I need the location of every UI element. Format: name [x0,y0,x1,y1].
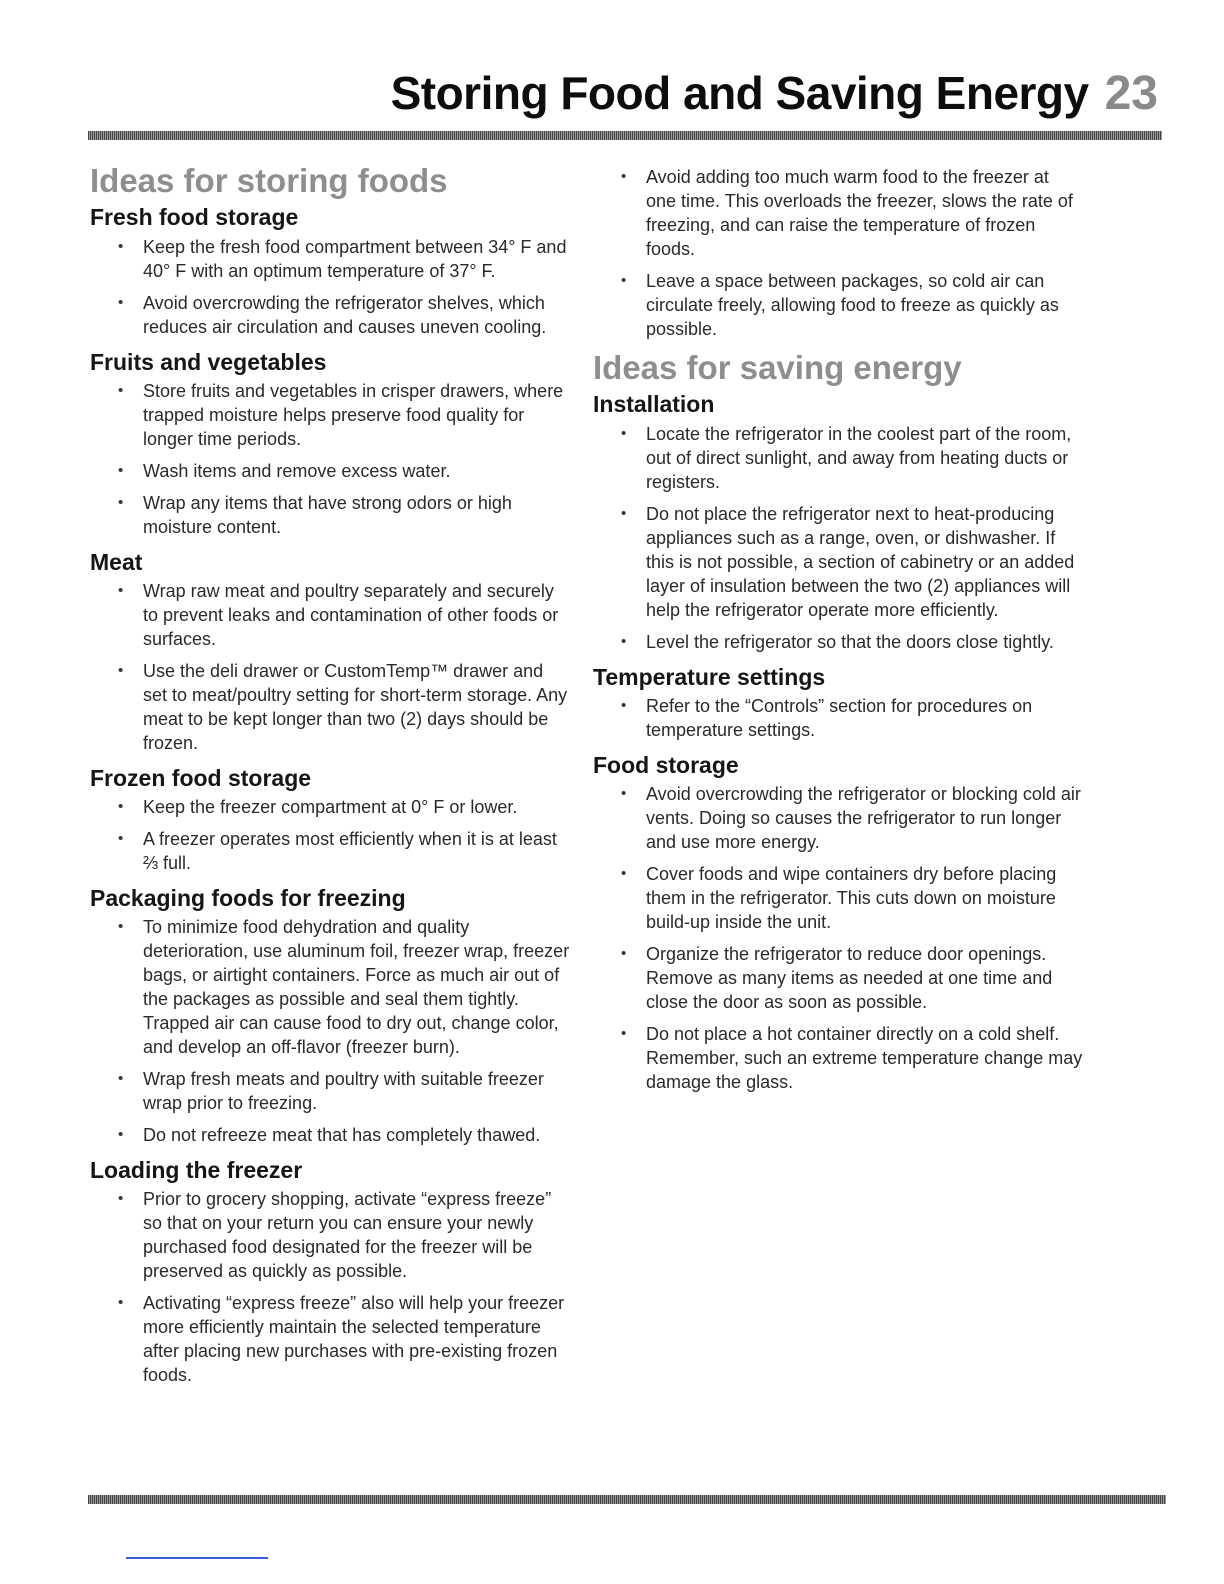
right-column [593,162,1083,1102]
list-item: • Refer to the “Controls” section for procedures on temperature settings. [593,694,1083,742]
list-item: • Do not place a hot container directly on a cold shelf. Remember, such an extreme temperature change may damage the glass. [593,1022,1083,1094]
list-item: • To minimize food dehydration and quality deterioration, use aluminum foil, freezer wrap, freezer bags, or airtight containers. Force as much air out of the packages as possible and seal them tightly. Trapped air can cause food to dry out, change color, and develop an off-flavor (freezer burn). [90,915,570,1059]
list-item: • Wrap any items that have strong odors or high moisture content. [90,491,570,539]
subheading-packaging-foods: Packaging foods for freezing [90,885,406,911]
food-storage-list [593,782,1083,1094]
list-item: • Avoid adding too much warm food to the freezer at one time. This overloads the freezer, slows the rate of freezing, and can raise the temperature of frozen foods. [593,165,1083,261]
loading-freezer-list [90,1187,570,1387]
list-item: • Locate the refrigerator in the coolest part of the room, out of direct sunlight, and away from heating ducts or registers. [593,422,1083,494]
fresh-food-list [90,235,570,339]
list-item: • Avoid overcrowding the refrigerator or blocking cold air vents. Doing so causes the refrigerator to run longer and use more energy. [593,782,1083,854]
top-divider [88,131,1162,140]
subheading-temperature-settings: Temperature settings [593,664,826,690]
subheading-fresh-food-storage: Fresh food storage [90,204,299,230]
subheading-fruits-vegetables: Fruits and vegetables [90,349,327,375]
page-number: 23 [1104,67,1158,120]
section-heading-storing: Ideas for storing foods [90,162,448,199]
subheading-installation: Installation [593,391,715,417]
meat-list [90,579,570,755]
footer-link-underline [126,1557,268,1559]
list-item: • Prior to grocery shopping, activate “express freeze” so that on your return you can ensure your newly purchased food designated for the freezer will be preserved as quickly as possible. [90,1187,570,1283]
temperature-settings-list [593,694,1083,742]
list-item: • Wrap raw meat and poultry separately and securely to prevent leaks and contamination of other foods or surfaces. [90,579,570,651]
list-item: • Wrap fresh meats and poultry with suitable freezer wrap prior to freezing. [90,1067,570,1115]
subheading-frozen-food-storage: Frozen food storage [90,765,312,791]
list-item: • Cover foods and wipe containers dry before placing them in the refrigerator. This cuts down on moisture build-up inside the unit. [593,862,1083,934]
list-item: • Avoid overcrowding the refrigerator shelves, which reduces air circulation and causes uneven cooling. [90,291,570,339]
installation-list [593,422,1083,654]
frozen-food-list [90,795,570,875]
page-title: Storing Food and Saving Energy [390,67,1089,119]
packaging-list [90,915,570,1147]
bottom-divider [88,1495,1166,1504]
fruits-vegetables-list [90,379,570,539]
list-item: • A freezer operates most efficiently when it is at least ⅔ full. [90,827,570,875]
list-item: • Keep the freezer compartment at 0° F or lower. [90,795,570,819]
list-item: • Activating “express freeze” also will help your freezer more efficiently maintain the selected temperature after placing new purchases with pre-existing frozen foods. [90,1291,570,1387]
list-item: • Do not refreeze meat that has completely thawed. [90,1123,570,1147]
list-item: • Use the deli drawer or CustomTemp™ drawer and set to meat/poultry setting for short-term storage. Any meat to be kept longer than two (2) days should be frozen. [90,659,570,755]
section-heading-saving-energy: Ideas for saving energy [593,349,962,386]
list-item: • Do not place the refrigerator next to heat-producing appliances such as a range, oven, or dishwasher. If this is not possible, a section of cabinetry or an added layer of insulation between the two (2) appliances will help the refrigerator operate more efficiently. [593,502,1083,622]
subheading-food-storage: Food storage [593,752,739,778]
left-column [90,162,570,1395]
page-header [391,66,1158,121]
list-item: • Leave a space between packages, so cold air can circulate freely, allowing food to freeze as quickly as possible. [593,269,1083,341]
list-item: • Wash items and remove excess water. [90,459,570,483]
subheading-loading-freezer: Loading the freezer [90,1157,303,1183]
list-item: • Organize the refrigerator to reduce door openings. Remove as many items as needed at one time and close the door as soon as possible. [593,942,1083,1014]
list-item: • Keep the fresh food compartment between 34° F and 40° F with an optimum temperature of 37° F. [90,235,570,283]
subheading-meat: Meat [90,549,143,575]
list-item: • Store fruits and vegetables in crisper drawers, where trapped moisture helps preserve food quality for longer time periods. [90,379,570,451]
loading-freezer-continued-list [593,165,1083,341]
list-item: • Level the refrigerator so that the doors close tightly. [593,630,1083,654]
